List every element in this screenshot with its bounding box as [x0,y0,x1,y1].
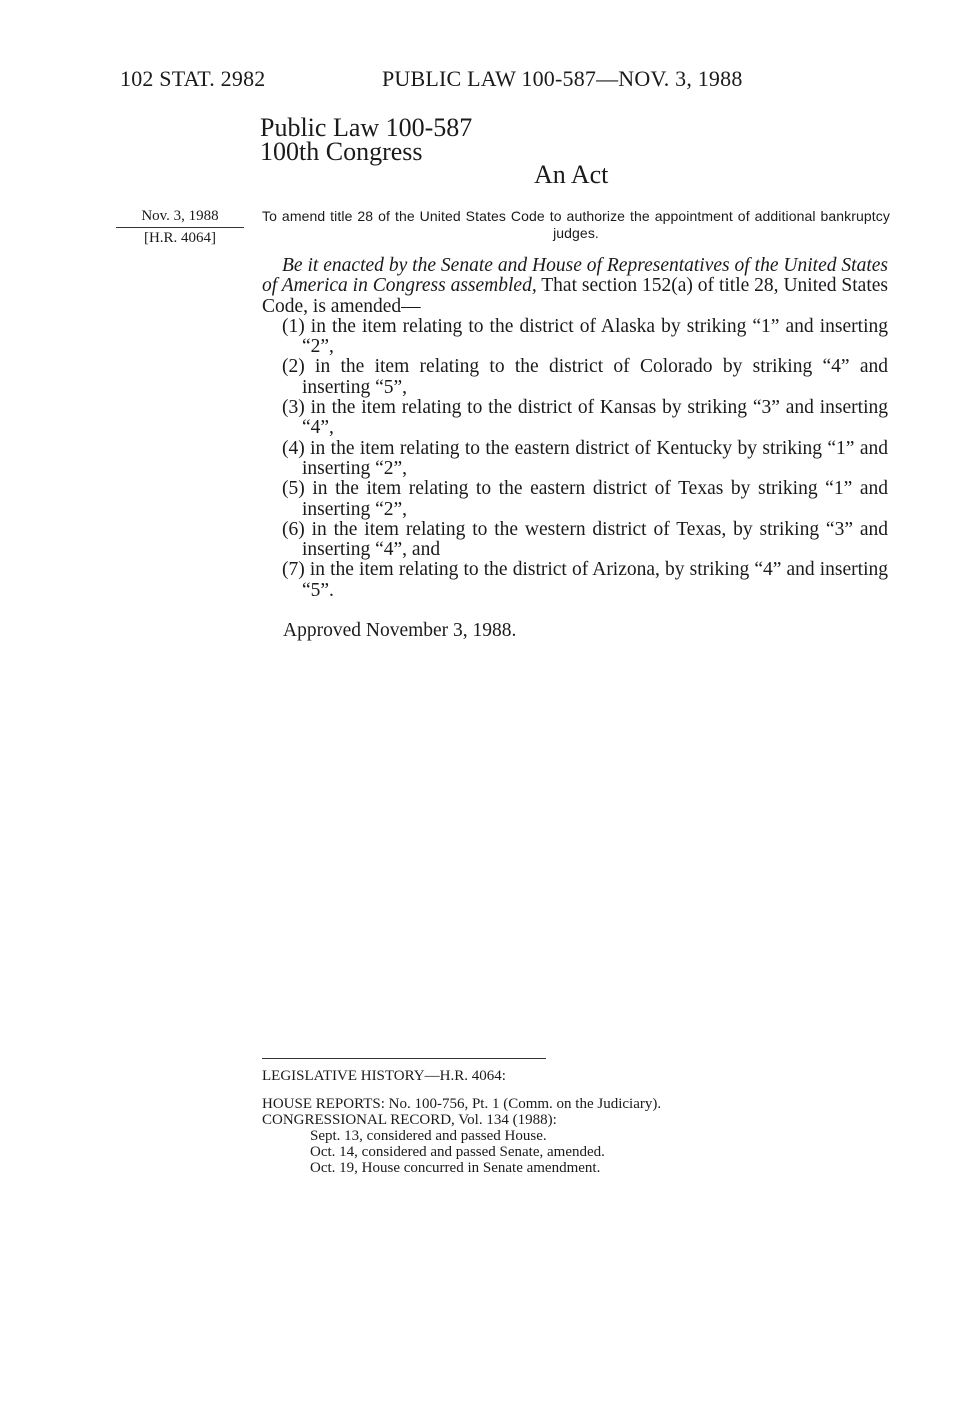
history-action: Sept. 13, considered and passed House. [310,1128,547,1144]
amendment-item: (3) in the item relating to the district of Kansas by striking “3” and inserting “4”, [282,397,888,439]
margin-notes [116,208,244,247]
law-number: Public Law 100-587 [260,113,473,142]
amendment-item: (7) in the item relating to the district of Arizona, by striking “4” and inserting “5”. [282,559,888,601]
act-body [262,256,888,601]
congressional-record: CONGRESSIONAL RECORD, Vol. 134 (1988): [262,1112,557,1128]
amendment-item: (6) in the item relating to the western district of Texas, by striking “3” and inserting “4”, and [282,518,888,561]
amendment-item: (2) in the item relating to the district of Colorado by striking “4” and inserting “5”, [282,356,888,398]
amendment-item: (1) in the item relating to the district of Alaska by striking “1” and inserting “2”, [282,315,888,358]
history-action: Oct. 19, House concurred in Senate amendment. [310,1160,601,1176]
margin-bill-number: [H.R. 4064] [143,230,217,246]
enacting-paragraph [262,256,888,317]
purpose-statement: To amend title 28 of the United States Code to authorize the appointment of additional bankruptcy judges. [262,208,890,241]
approval-line: Approved November 3, 1988. [283,620,517,641]
house-reports: HOUSE REPORTS: No. 100-756, Pt. 1 (Comm. on the Judiciary). [262,1096,662,1112]
amendment-item: (4) in the item relating to the eastern district of Kentucky by striking “1” and inserting “2”, [282,437,888,479]
history-title: LEGISLATIVE HISTORY—H.R. 4064: [262,1068,506,1084]
act-title: An Act [534,160,609,189]
section-intro: That section 152(a) of title 28, United States Code, is amended— [262,275,888,317]
amendment-item: (5) in the item relating to the eastern district of Texas by striking “1” and inserting “2”, [282,478,888,520]
legislative-history [262,1068,782,1176]
congress-label: 100th Congress [260,137,423,166]
history-divider [262,1058,546,1059]
running-title: PUBLIC LAW 100-587—NOV. 3, 1988 [382,66,743,91]
margin-date: Nov. 3, 1988 [116,208,244,228]
history-action: Oct. 14, considered and passed Senate, amended. [310,1144,605,1160]
enacting-clause: Be it enacted by the Senate and House of Representatives of the United States of America in Congress assembled, [262,255,888,297]
statute-page-number: 102 STAT. 2982 [120,66,266,91]
